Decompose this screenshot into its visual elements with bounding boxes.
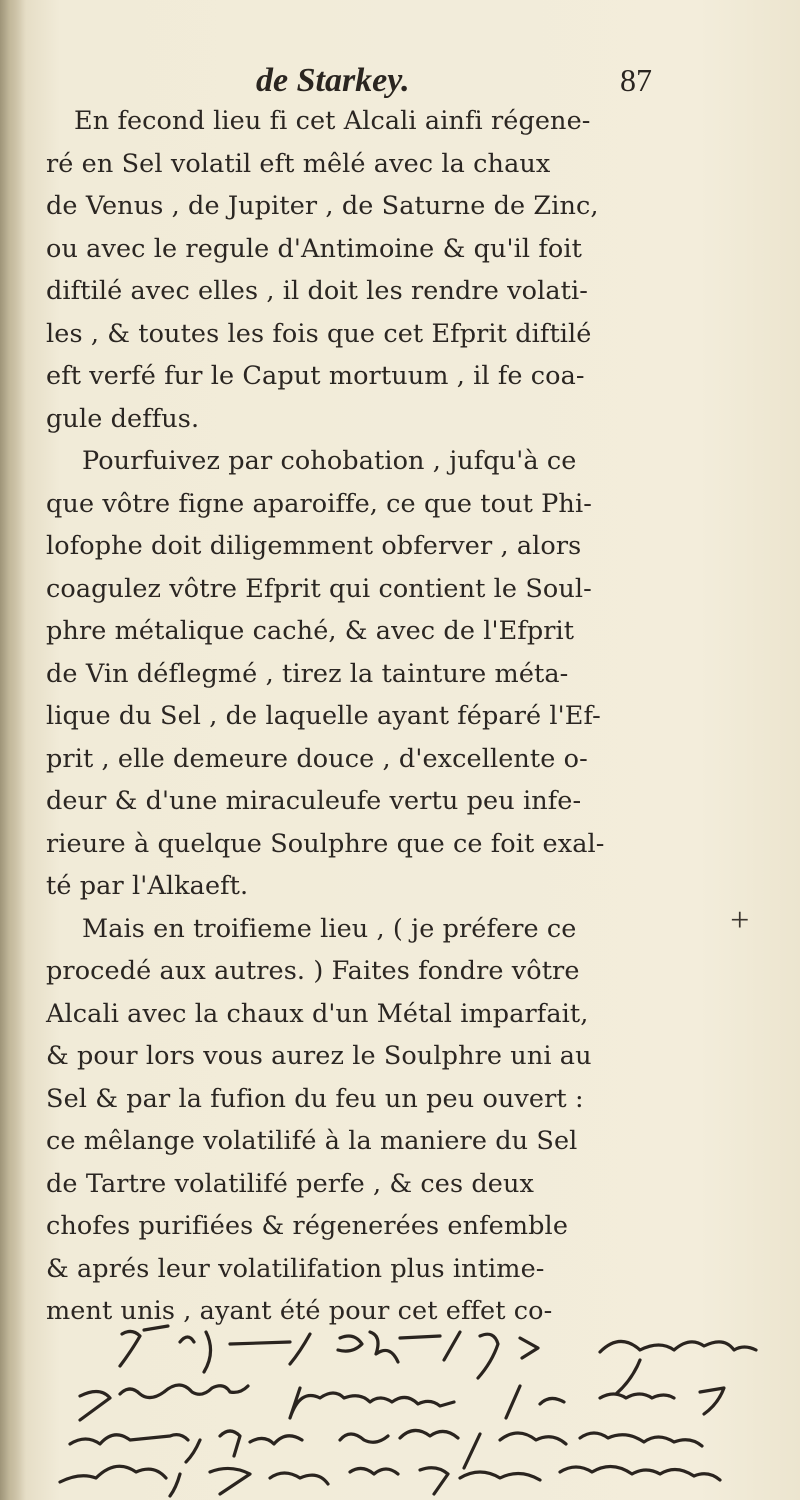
text-line: deur & d'une miraculeufe vertu peu infe- (46, 786, 582, 816)
marginal-note: + (728, 902, 751, 939)
text-line: té par l'Alkaeft. (46, 871, 249, 901)
text-line: de Tartre volatilifé perfe , & ces deux (46, 1168, 534, 1199)
text-line: coagulez vôtre Efprit qui contient le Soul- (46, 573, 592, 604)
text-line: chofes purifiées & régenerées enfemble (46, 1211, 569, 1241)
text-line: ce mêlange volatilifé à la maniere du Sel (46, 1126, 578, 1156)
text-line: de Venus , de Jupiter , de Saturne de Zinc, (46, 191, 599, 221)
text-line: Sel & par la fufion du feu un peu ouvert : (46, 1083, 584, 1114)
text-line: Alcali avec la chaux d'un Métal imparfait, (46, 998, 589, 1029)
text-line: lique du Sel , de laquelle ayant féparé l'Ef- (46, 701, 601, 731)
text-line: phre métalique caché, & avec de l'Efprit (46, 616, 575, 646)
page-binding-shadow (0, 0, 26, 1500)
running-title: de Starkey. (256, 62, 410, 99)
text-line: ou avec le regule d'Antimoine & qu'il foit (46, 233, 582, 264)
text-line: lofophe doit diligemment obferver , alors (46, 531, 582, 561)
text-line: gule deffus. (46, 403, 200, 434)
text-line: ré en Sel volatil eft mêlé avec la chaux (46, 148, 551, 179)
text-line: que vôtre figne aparoiffe, ce que tout Phi- (46, 488, 592, 519)
text-line: diftilé avec elles , il doit les rendre volati- (46, 276, 588, 306)
text-line: Mais en troifieme lieu , ( je préfere ce (82, 913, 577, 944)
text-line: rieure à quelque Soulphre que ce foit exal- (46, 828, 605, 859)
text-line: En fecond lieu fi cet Alcali ainfi régene- (74, 106, 591, 136)
text-line: procedé aux autres. ) Faites fondre vôtre (46, 956, 580, 986)
text-line: de Vin déflegmé , tirez la tainture méta- (46, 658, 569, 689)
text-line: & aprés leur volatilifation plus intime- (46, 1253, 545, 1284)
text-line: & pour lors vous aurez le Soulphre uni au (46, 1041, 592, 1071)
text-line: eft verfé fur le Caput mortuum , il fe coa- (46, 361, 585, 391)
text-line: ment unis , ayant été pour cet effet co- (46, 1296, 553, 1326)
text-line: les , & toutes les fois que cet Efprit diftilé (46, 318, 592, 349)
text-line: Pourfuivez par cohobation , jufqu'à ce (82, 446, 577, 476)
handwritten-scribble (40, 1322, 800, 1500)
text-line: prit , elle demeure douce , d'excellente o- (46, 743, 588, 774)
page-number: 87 (620, 62, 652, 98)
body-text (46, 100, 686, 1333)
